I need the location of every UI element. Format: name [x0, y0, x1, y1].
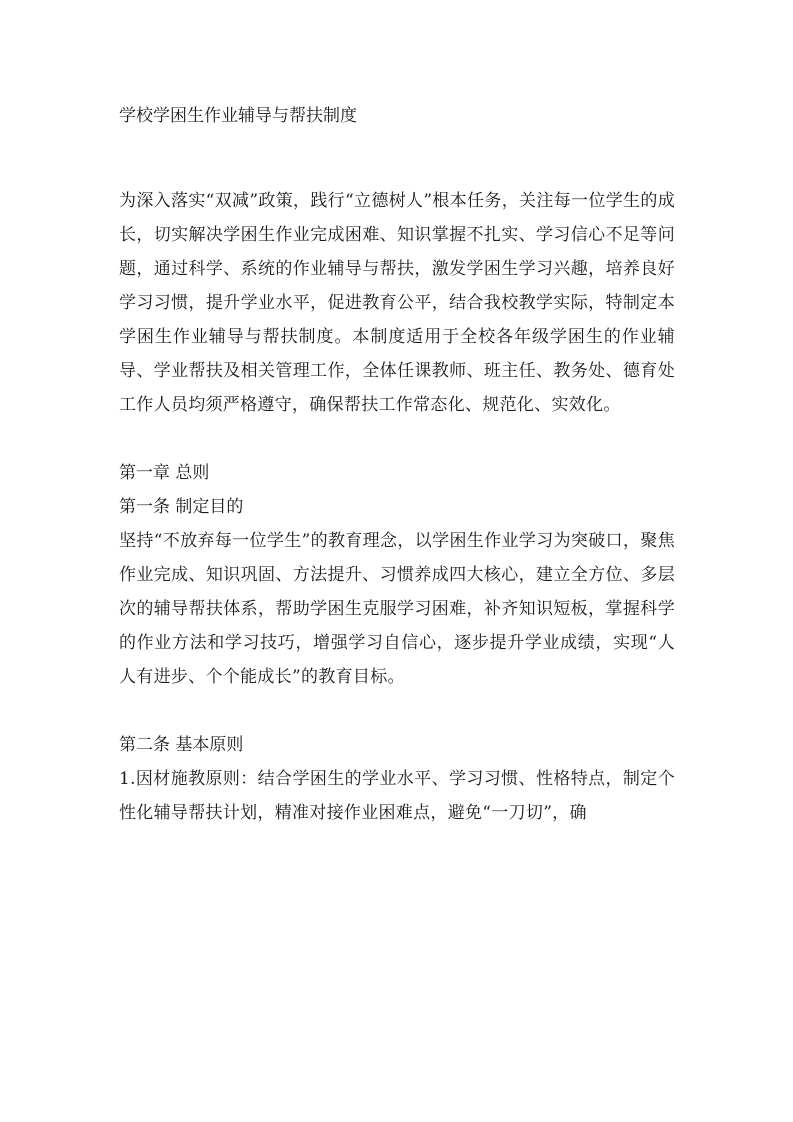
article-1-body: 坚持“不放弃每一位学生”的教育理念，以学困生作业学习为突破口，聚焦作业完成、知识巩固、方法提升、习惯养成四大核心，建立全方位、多层次的辅导帮扶体系，帮助学困生克服学习困难，补齐知识短板，掌握科学的作业方法和学习技巧，增强学习自信心，逐步提升学业成绩，实现“人人有进步、个个能成长”的教育目标。 — [119, 531, 675, 687]
section-spacer — [119, 422, 675, 456]
document-content — [119, 99, 675, 830]
intro-paragraph: 为深入落实“双减”政策，践行“立德树人”根本任务，关注每一位学生的成长，切实解决学困生作业完成困难、知识掌握不扎实、学习信心不足等问题，通过科学、系统的作业辅导与帮扶，激发学困生学习兴趣，培养良好学习习惯，提升学业水平，促进教育公平，结合我校教学实际，特制定本学困生作业辅导与帮扶制度。本制度适用于全校各年级学困生的作业辅导、学业帮扶及相关管理工作，全体任课教师、班主任、教务处、德育处工作人员均须严格遵守，确保帮扶工作常态化、规范化、实效化。 — [119, 191, 675, 415]
article-2-item-1: 1.因材施教原则：结合学困生的学业水平、学习习惯、性格特点，制定个性化辅导帮扶计划，精准对接作业困难点，避免“一刀切”，确 — [119, 769, 675, 823]
article-2-heading: 第二条 基本原则 — [119, 735, 244, 755]
title-spacer — [119, 133, 675, 184]
section-spacer — [119, 694, 675, 728]
article-1-heading: 第一条 制定目的 — [119, 497, 244, 517]
chapter-heading: 第一章 总则 — [119, 463, 210, 483]
document-title: 学校学困生作业辅导与帮扶制度 — [119, 106, 357, 126]
